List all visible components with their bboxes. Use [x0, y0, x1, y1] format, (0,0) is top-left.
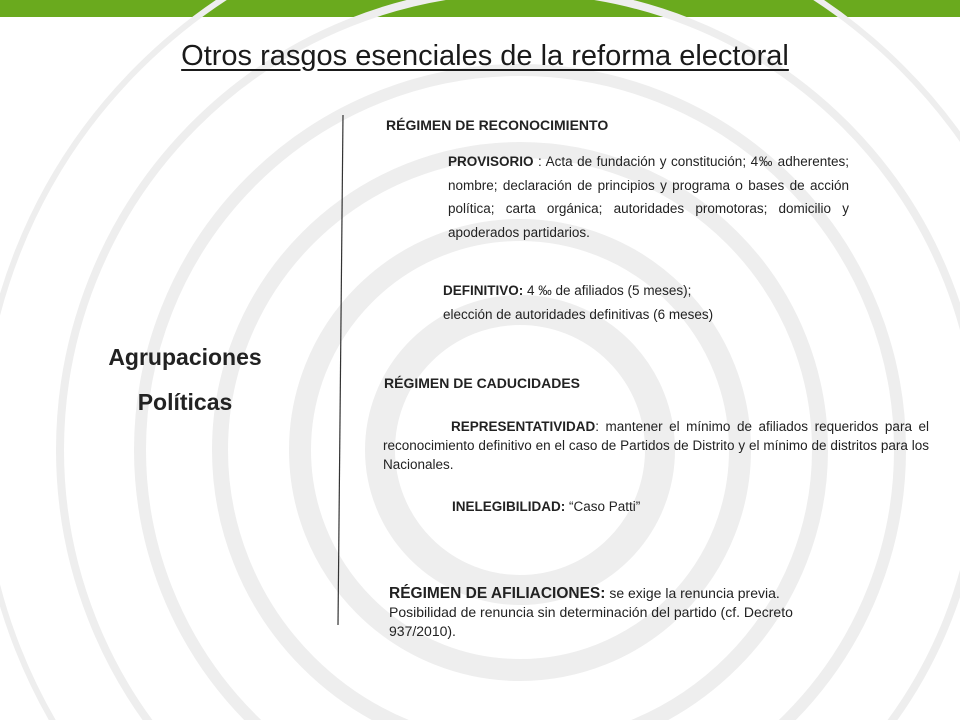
definitivo-paragraph [443, 279, 863, 327]
provisorio-paragraph [448, 150, 849, 244]
afiliaciones-paragraph [389, 584, 809, 641]
representatividad-label: REPRESENTATIVIDAD [451, 419, 596, 434]
afiliaciones-heading: RÉGIMEN DE AFILIACIONES: [389, 585, 606, 602]
left-label-line1: Agrupaciones [108, 344, 262, 370]
left-label-line2: Políticas [137, 389, 233, 415]
inelegibilidad-paragraph [452, 499, 640, 514]
definitivo-line2: elección de autoridades definitivas (6 meses) [443, 307, 714, 322]
caducidades-heading: RÉGIMEN DE CADUCIDADES [384, 375, 581, 391]
representatividad-text: : mantener el mínimo de afiliados requeridos para el reconocimiento definitivo en el caso de Partidos de Distrito y el mínimo de distritos para los Nacionales. [383, 419, 929, 472]
representatividad-paragraph [383, 417, 929, 474]
definitivo-line1: 4 ‰ de afiliados (5 meses); [523, 283, 692, 298]
provisorio-text: : Acta de fundación y constitución; 4‰ adherentes; nombre; declaración de principios y programa o bases de acción política; carta orgánica; autoridades promotoras; domicilio y apoderados partidarios. [448, 154, 849, 240]
provisorio-label: PROVISORIO [448, 154, 534, 169]
definitivo-label: DEFINITIVO: [443, 283, 524, 298]
afiliaciones-text: se exige la renuncia previa. Posibilidad de renuncia sin determinación del partido (cf. Decreto 937/2010). [389, 585, 793, 639]
slide-title: Otros rasgos esenciales de la reforma electoral [181, 40, 789, 72]
left-label [80, 335, 290, 425]
inelegibilidad-text: “Caso Patti” [565, 499, 641, 514]
inelegibilidad-label: INELEGIBILIDAD: [452, 499, 566, 514]
reconocimiento-heading: RÉGIMEN DE RECONOCIMIENTO [386, 117, 609, 133]
